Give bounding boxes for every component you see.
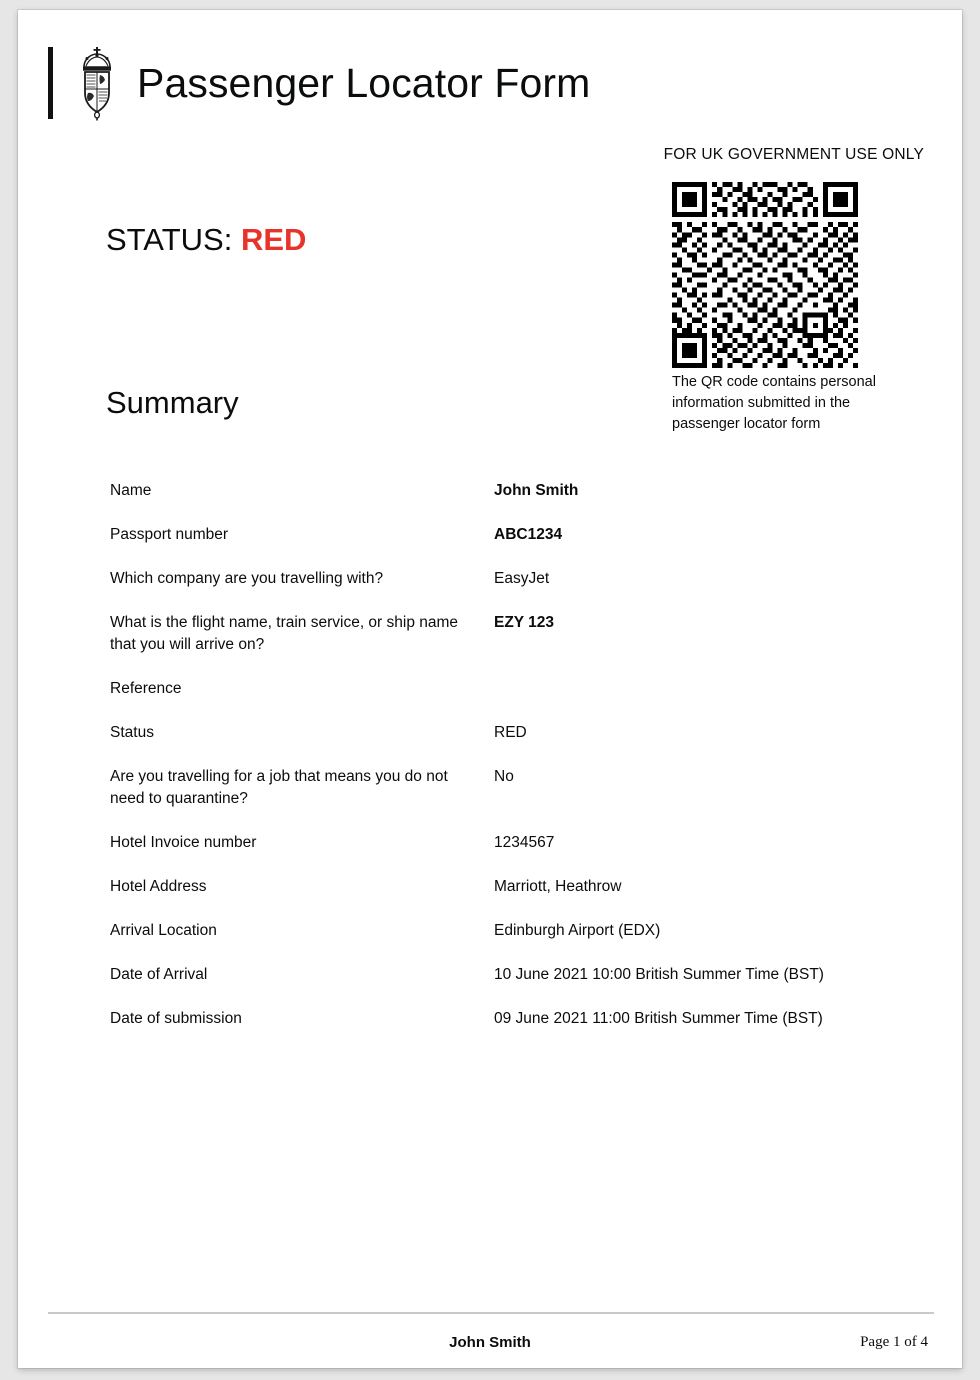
summary-row-value: 10 June 2021 10:00 British Summer Time (BST) xyxy=(494,966,824,983)
summary-row xyxy=(110,678,910,700)
summary-row xyxy=(110,1008,910,1030)
page-title: Passenger Locator Form xyxy=(137,59,591,106)
status-badge: RED xyxy=(240,222,307,257)
summary-row xyxy=(110,480,910,502)
summary-row-label: Reference xyxy=(110,680,182,697)
qr-caption: The QR code contains personal information submitted in the passenger locator form xyxy=(672,374,876,433)
summary-row-value: 09 June 2021 11:00 British Summer Time (BST) xyxy=(494,1010,823,1027)
summary-heading: Summary xyxy=(106,385,239,420)
summary-row-label: What is the flight name, train service, or ship name that you will arrive on? xyxy=(110,614,459,653)
footer-page-number: Page 1 of 4 xyxy=(860,1334,928,1350)
summary-row xyxy=(110,524,910,546)
summary-row xyxy=(110,920,910,942)
status-line xyxy=(106,222,306,258)
footer-divider xyxy=(48,1312,934,1314)
summary-row-label: Date of submission xyxy=(110,1010,242,1027)
summary-row-value: EZY 123 xyxy=(494,614,555,631)
summary-row xyxy=(110,722,910,744)
summary-row xyxy=(110,612,910,656)
summary-row-label: Arrival Location xyxy=(110,922,217,939)
gov-use-label: FOR UK GOVERNMENT USE ONLY xyxy=(663,146,924,163)
summary-row-value: 1234567 xyxy=(494,834,555,851)
summary-row-value: Marriott, Heathrow xyxy=(494,878,622,895)
summary-row-value: ABC1234 xyxy=(494,526,563,543)
summary-row-value: John Smith xyxy=(494,482,579,499)
summary-row xyxy=(110,876,910,898)
summary-row-label: Are you travelling for a job that means you do not need to quarantine? xyxy=(110,768,448,807)
summary-table xyxy=(110,480,910,1052)
footer-passenger-name: John Smith xyxy=(449,1334,531,1351)
summary-row-value: RED xyxy=(494,724,527,741)
summary-row-label: Passport number xyxy=(110,526,229,543)
status-label: STATUS: xyxy=(106,222,233,257)
masthead xyxy=(48,45,590,121)
summary-row xyxy=(110,568,910,590)
summary-row-label: Hotel Invoice number xyxy=(110,834,257,851)
summary-row-label: Name xyxy=(110,482,152,499)
summary-row-label: Hotel Address xyxy=(110,878,207,895)
summary-row xyxy=(110,832,910,854)
summary-row-value: EasyJet xyxy=(494,570,550,587)
summary-row-label: Status xyxy=(110,724,154,741)
royal-crest-icon xyxy=(71,45,123,121)
summary-row-value: Edinburgh Airport (EDX) xyxy=(494,922,661,939)
summary-row-value: No xyxy=(494,768,514,785)
summary-row-label: Date of Arrival xyxy=(110,966,208,983)
masthead-rule xyxy=(48,47,53,119)
summary-row xyxy=(110,964,910,986)
qr-code-icon xyxy=(672,182,858,368)
summary-row xyxy=(110,766,910,810)
summary-row-label: Which company are you travelling with? xyxy=(110,570,384,587)
